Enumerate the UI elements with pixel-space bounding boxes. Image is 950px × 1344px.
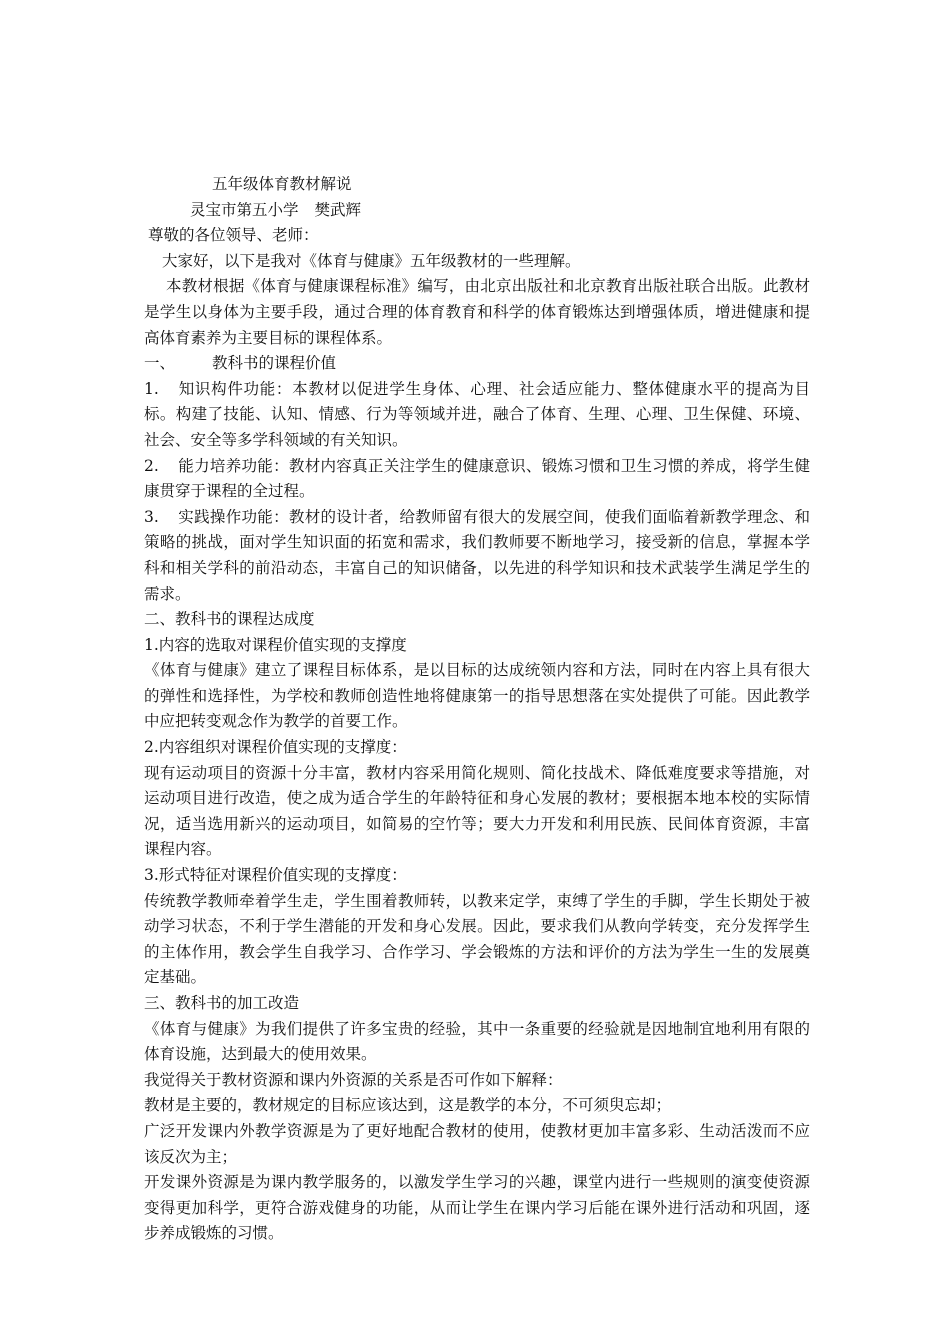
section-2-sub-3-text: 传统教学教师牵着学生走，学生围着教师转，以教来定学，束缚了学生的手脚，学生长期处于被动学习状态，不利于学生潜能的开发和身心发展。因此，要求我们从教向学转变，充分发挥学生的主体作用，教会学生自我学习、合作学习、学会锻炼的方法和评价的方法为学生一生的发展奠定基础。 <box>144 891 810 987</box>
section-3-paragraph: 《体育与健康》为我们提供了许多宝贵的经验，其中一条重要的经验就是因地制宜地利用有限的体育设施，达到最大的使用效果。 <box>144 1019 810 1064</box>
section-1-item <box>144 505 810 607</box>
section-2-sub-2-text: 现有运动项目的资源十分丰富，教材内容采用简化规则、简化技战术、降低难度要求等措施，对运动项目进行改造，使之成为适合学生的年龄特征和身心发展的教材；要根据本地本校的实际情况，适当选用新兴的运动项目，如简易的空竹等；要大力开发和利用民族、民间体育资源，丰富课程内容。 <box>144 763 810 859</box>
section-3-heading: 三、教科书的加工改造 <box>144 994 300 1012</box>
author-line <box>144 198 810 224</box>
intro-paragraph-2: 本教材根据《体育与健康课程标准》编写，由北京出版社和北京教育出版社联合出版。此教材是学生以身体为主要手段，通过合理的体育教育和科学的体育锻炼达到增强体质，增进健康和提高体育素养为主要目标的课程体系。 <box>144 277 810 347</box>
section-1-number: 一、 <box>144 354 176 373</box>
item-text: 能力培养功能：教材内容真正关注学生的健康意识、锻炼习惯和卫生习惯的养成，将学生健康贯穿于课程的全过程。 <box>144 456 810 501</box>
intro-paragraph: 大家好，以下是我对《体育与健康》五年级教材的一些理解。 <box>162 251 581 270</box>
item-number: 1. <box>144 379 159 398</box>
section-1-title: 教科书的课程价值 <box>212 354 337 373</box>
section-2-sub-2-heading: 2.内容组织对课程价值实现的支撑度： <box>144 738 407 757</box>
section-1-item <box>144 454 810 505</box>
author-school: 灵宝市第五小学 <box>190 200 299 219</box>
section-2-heading: 二、教科书的课程达成度 <box>144 610 315 629</box>
salutation: 尊敬的各位领导、老师： <box>148 226 319 245</box>
section-2-sub-1-heading: 1.内容的选取对课程价值实现的支撑度 <box>144 635 407 654</box>
item-number: 3. <box>144 507 159 526</box>
item-text: 实践操作功能：教材的设计者，给教师留有很大的发展空间，使我们面临着新教学理念、和策略的挑战，面对学生知识面的拓宽和需求，我们教师要不断地学习，接受新的信息，掌握本学科和相关学科的前沿动态，丰富自己的知识储备，以先进的科学知识和技术武装学生满足学生的需求。 <box>144 507 810 603</box>
section-2-sub-1-text: 《体育与健康》建立了课程目标体系，是以目标的达成统领内容和方法，同时在内容上具有很大的弹性和选择性，为学校和教师创造性地将健康第一的指导思想落在实处提供了可能。因此教学中应把转变观念作为教学的首要工作。 <box>144 661 810 731</box>
section-1-heading <box>144 351 810 377</box>
item-text: 知识构件功能：本教材以促进学生身体、心理、社会适应能力、整体健康水平的提高为目标。构建了技能、认知、情感、行为等领域并进，融合了体育、生理、心理、卫生保健、环境、社会、安全等多学科领域的有关知识。 <box>144 379 810 449</box>
section-1-item <box>144 377 810 454</box>
item-number: 2. <box>144 456 159 475</box>
document-body <box>144 172 810 1247</box>
section-3-paragraph: 教材是主要的，教材规定的目标应该达到，这是教学的本分，不可须臾忘却； <box>144 1096 672 1115</box>
section-3-paragraph: 我觉得关于教材资源和课内外资源的关系是否可作如下解释： <box>144 1070 563 1089</box>
section-2-sub-3-heading: 3.形式特征对课程价值实现的支撑度： <box>144 866 407 885</box>
section-3-paragraph: 广泛开发课内外教学资源是为了更好地配合教材的使用，使教材更加丰富多彩、生动活泼而不应该反次为主； <box>144 1121 810 1166</box>
document-title: 五年级体育教材解说 <box>212 175 352 193</box>
section-3-paragraph: 开发课外资源是为课内教学服务的，以激发学生学习的兴趣，课堂内进行一些规则的演变使资源变得更加科学，更符合游戏健身的功能，从而让学生在课内学习后能在课外进行活动和巩固，逐步养成锻炼的习惯。 <box>144 1173 810 1243</box>
author-name: 樊武辉 <box>314 200 362 219</box>
